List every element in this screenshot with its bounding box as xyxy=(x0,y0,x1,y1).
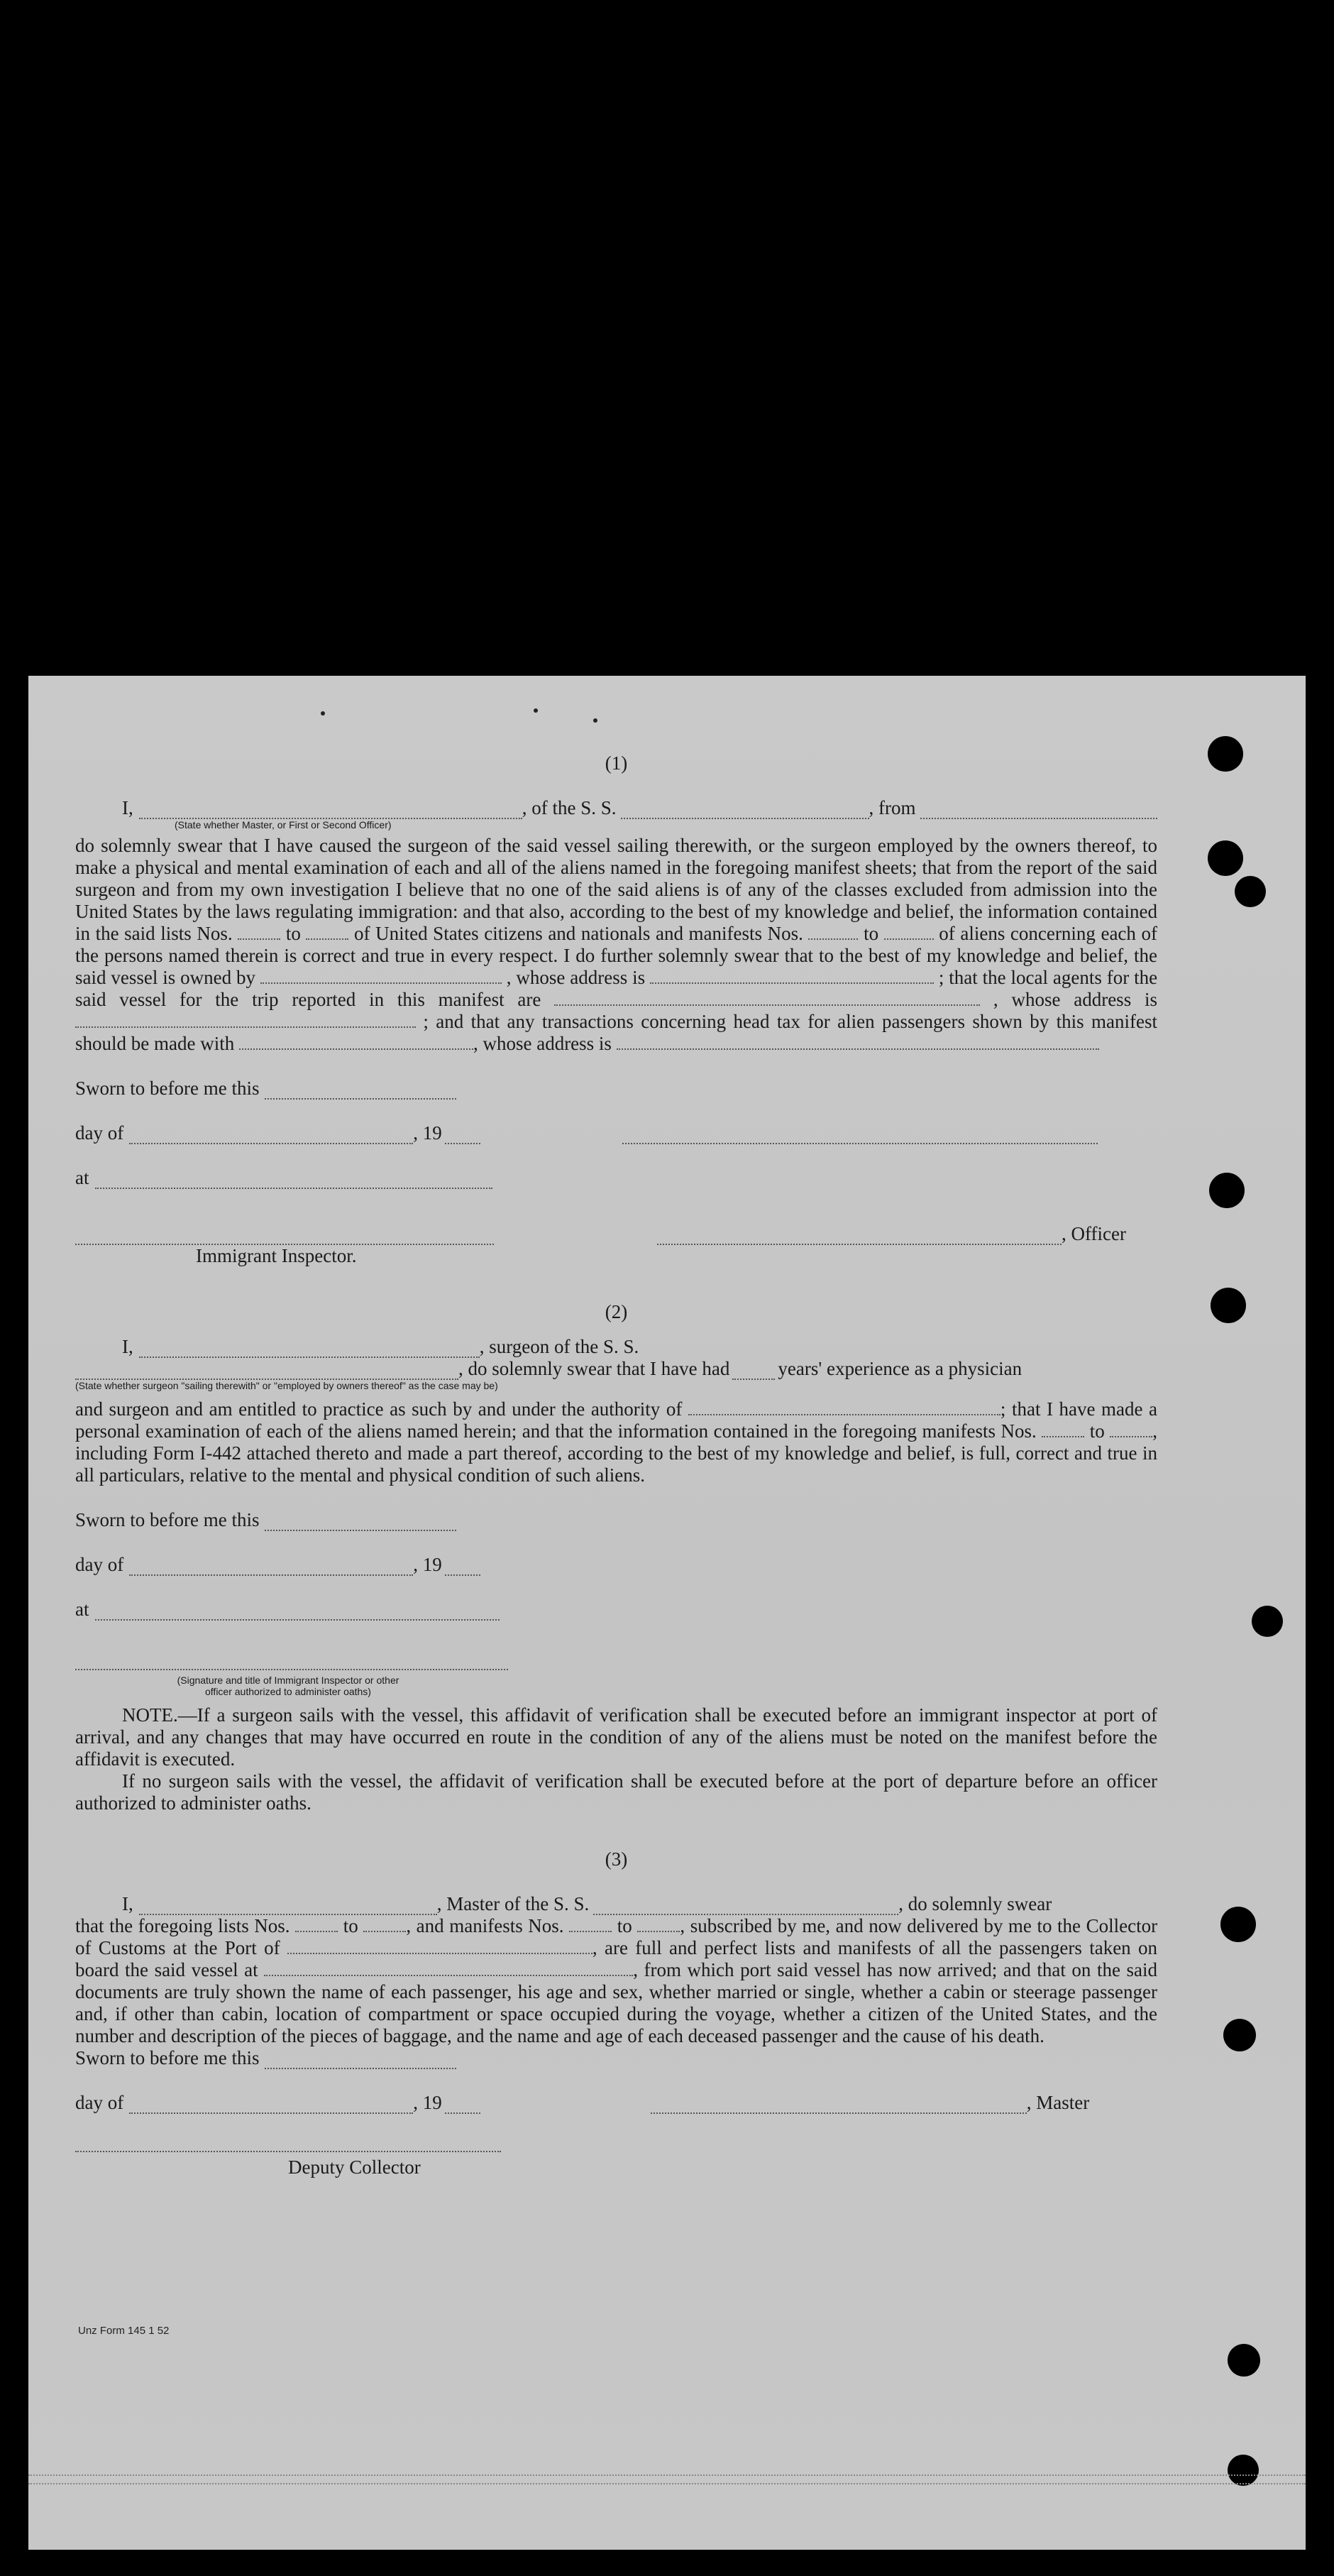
section-2-day xyxy=(75,1554,1157,1576)
master-text-c: , subscribed by me, and now delivered by me to the Collector of Customs at the Port of xyxy=(75,1915,1158,1958)
oath-text-c: of aliens concerning each of the persons named therein is correct and true in every respect. I do further solemnly swear that to the best of my knowledge and belief, the said vessel is owned by xyxy=(75,923,1157,988)
years-label: years' experience as a physician xyxy=(778,1358,1022,1379)
section-2-line1 xyxy=(75,1336,1157,1358)
master-swear-label: , do solemnly swear xyxy=(898,1893,1052,1914)
surgeon-of-label: , surgeon of the S. S. xyxy=(479,1336,639,1357)
pronoun-i: I, xyxy=(122,1336,133,1357)
note-1: NOTE.—If a surgeon sails with the vessel, this affidavit of verification shall be executed before an immigrant inspector at port of arrival, and any changes that may have occurred en route in the condition of any of the aliens must be noted on the manifest before the affidavit is executed. xyxy=(75,1704,1157,1770)
collector-signature-field[interactable] xyxy=(75,2137,501,2152)
master-text-e: , from which port said vessel has now arrived; and that on the said documents are truly shown the name of each passenger, his age and sex, whether married or single, whether a cabin or steerage passenger and, if other than cabin, location of compartment or space occupied during the voyage, whether a citizen of the United States, and the number and description of the pieces of baggage, and the name and age of each deceased passenger and the cause of his death. xyxy=(75,1959,1157,2046)
master-text-d: , are full and perfect lists and manifests of all the passengers taken on board the said vessel at xyxy=(75,1937,1158,1980)
speck xyxy=(321,711,325,716)
years-field[interactable] xyxy=(732,1364,775,1380)
manifests-to-field[interactable] xyxy=(884,924,934,940)
sworn-label: Sworn to before me this xyxy=(75,1078,260,1099)
oath-text-i: whose address is xyxy=(483,1033,612,1054)
bottom-edge-perforation xyxy=(28,2474,1306,2484)
punch-hole xyxy=(1252,1606,1283,1637)
embark-port-field[interactable] xyxy=(264,1961,633,1976)
year-field[interactable] xyxy=(445,1560,480,1576)
month-field[interactable] xyxy=(129,1560,413,1576)
surgeon-semicolon: ; xyxy=(1000,1398,1006,1420)
head-tax-address-field[interactable] xyxy=(617,1034,1099,1050)
at-label: at xyxy=(75,1167,89,1188)
day-of-label: day of xyxy=(75,2092,124,2113)
master-text-b: , and manifests Nos. xyxy=(406,1915,564,1936)
surgeon-manifests-from-field[interactable] xyxy=(1042,1422,1084,1437)
inspector-label: Immigrant Inspector. xyxy=(196,1245,357,1266)
inspector-signature-field[interactable] xyxy=(75,1229,494,1245)
section-1-oath xyxy=(75,835,1157,1055)
year-label: , 19 xyxy=(413,1554,442,1575)
vessel-name-field[interactable] xyxy=(621,804,869,819)
year-field[interactable] xyxy=(445,2098,480,2114)
from-port-field[interactable] xyxy=(920,804,1158,819)
surgeon-manifests-to-field[interactable] xyxy=(1110,1422,1152,1437)
form-number: Unz Form 145 1 52 xyxy=(78,2325,170,2337)
officer-signature-field[interactable] xyxy=(622,1129,1098,1144)
section-2-line2 xyxy=(75,1358,1157,1380)
manifests-from-field[interactable] xyxy=(808,924,858,940)
speck xyxy=(593,718,597,723)
surgeon-text-b: that I have made a personal examination of each of the aliens named herein; and that the information contained in the foregoing manifests Nos. xyxy=(75,1398,1158,1442)
section-3-number: (3) xyxy=(605,1848,628,1870)
surgeon-text-a: and surgeon and am entitled to practice as such by and under the authority of xyxy=(75,1398,683,1420)
section-3-line1 xyxy=(75,1893,1157,1915)
head-tax-party-field[interactable] xyxy=(239,1034,473,1050)
section-3-day xyxy=(75,2092,1157,2114)
punch-hole xyxy=(1220,1907,1256,1942)
master-of-label: , Master of the S. S. xyxy=(436,1893,590,1914)
surgeon-swear-label: , do solemnly swear that I have had xyxy=(458,1358,730,1379)
master-manifests-to-field[interactable] xyxy=(637,1917,680,1932)
master-name-field[interactable] xyxy=(139,1900,437,1915)
oath-to-1: to xyxy=(285,923,301,944)
oath-text-a: do solemnly swear that I have caused the surgeon of the said vessel sailing therewith, or the surgeon employed by the owners thereof, to make a physical and mental examination of each and all of the aliens named in the foregoing manifest sheets; that from the report of the said surgeon and from my own investigation I believe that no one of the said aliens is of any of the classes excluded from admission into the United States by the laws regulating immigration: and that also, according to the best of my knowledge and belief, the information contained in the said lists Nos. xyxy=(75,835,1157,944)
officer-rank-field[interactable] xyxy=(139,804,522,819)
punch-hole xyxy=(1223,2019,1256,2051)
punch-hole xyxy=(1211,1288,1246,1323)
month-field[interactable] xyxy=(129,1129,413,1144)
master-lists-from-field[interactable] xyxy=(295,1917,338,1932)
section-1-number: (1) xyxy=(605,752,628,774)
pronoun-i: I, xyxy=(122,797,133,818)
rank-hint: (State whether Master, or First or Second Officer) xyxy=(175,819,392,831)
section-2-sworn xyxy=(75,1509,1157,1531)
master-label: , Master xyxy=(1026,2092,1090,2113)
section-2-oath xyxy=(75,1398,1157,1486)
authority-field[interactable] xyxy=(688,1400,1000,1415)
punch-hole xyxy=(1209,1173,1245,1208)
section-3-oath xyxy=(75,1915,1157,2047)
officer-title-field[interactable] xyxy=(657,1229,1062,1245)
sworn-label: Sworn to before me this xyxy=(75,2047,260,2068)
signature-hint xyxy=(89,1675,487,1697)
master-lists-to-field[interactable] xyxy=(363,1917,406,1932)
section-1-line1 xyxy=(75,797,1157,819)
owner-address-field[interactable] xyxy=(650,968,934,984)
owner-field[interactable] xyxy=(260,968,502,984)
place-field[interactable] xyxy=(95,1605,500,1621)
form-sheet xyxy=(28,676,1306,2550)
sworn-day-field[interactable] xyxy=(265,1516,456,1531)
speck xyxy=(534,708,538,713)
surgeon-hint: (State whether surgeon "sailing therewith" or "employed by owners thereof" as the case may be) xyxy=(75,1380,498,1391)
section-2-number: (2) xyxy=(605,1301,628,1322)
pronoun-i: I, xyxy=(122,1893,133,1914)
section-1-at xyxy=(75,1167,1157,1189)
sworn-day-field[interactable] xyxy=(265,1084,456,1100)
section-1-day xyxy=(75,1122,1157,1144)
collector-label: Deputy Collector xyxy=(288,2156,421,2178)
agents-field[interactable] xyxy=(554,990,980,1006)
day-of-label: day of xyxy=(75,1122,124,1144)
month-field[interactable] xyxy=(129,2098,413,2114)
year-label: , 19 xyxy=(413,2092,442,2113)
year-label: , 19 xyxy=(413,1122,442,1144)
sworn-day-field[interactable] xyxy=(265,2054,456,2069)
at-label: at xyxy=(75,1599,89,1620)
oath-text-f: , whose address is xyxy=(993,989,1157,1010)
surgeon-text-c: , including Form I-442 attached thereto and made a part thereof, according to the best of my knowledge and belief, is full, correct and true in all particulars, relative to the mental and physical condition of such aliens. xyxy=(75,1420,1158,1486)
master-signature-field[interactable] xyxy=(651,2098,1027,2114)
punch-hole xyxy=(1208,736,1243,772)
agents-address-field[interactable] xyxy=(75,1012,416,1028)
form-body xyxy=(75,752,1157,2178)
surgeon-name-field[interactable] xyxy=(139,1342,480,1358)
oath-text-d: , whose address is xyxy=(506,967,646,988)
master-text-a: that the foregoing lists Nos. xyxy=(75,1915,290,1936)
lists-from-field[interactable] xyxy=(238,924,280,940)
signature-hint-2: officer authorized to administer oaths) xyxy=(205,1686,371,1697)
punch-hole xyxy=(1228,2344,1260,2377)
place-field[interactable] xyxy=(95,1173,492,1189)
note-2: If no surgeon sails with the vessel, the affidavit of verification shall be executed before at the port of departure before an officer authorized to administer oaths. xyxy=(75,1770,1157,1814)
oath-to-2: to xyxy=(864,923,879,944)
lists-to-field[interactable] xyxy=(306,924,348,940)
master-to-1: to xyxy=(343,1915,358,1936)
officer-label: , Officer xyxy=(1062,1223,1126,1244)
of-ss-label: , of the S. S. xyxy=(522,797,617,818)
surgeon-to: to xyxy=(1089,1420,1105,1442)
port-field[interactable] xyxy=(287,1939,592,1954)
day-of-label: day of xyxy=(75,1554,124,1575)
from-label: , from xyxy=(869,797,916,818)
punch-hole xyxy=(1235,876,1266,907)
section-1-sworn xyxy=(75,1078,1157,1100)
signature-field[interactable] xyxy=(75,1655,508,1670)
punch-hole xyxy=(1208,840,1243,876)
oath-text-b: of United States citizens and nationals and manifests Nos. xyxy=(354,923,803,944)
section-1-signatures xyxy=(75,1223,1157,1245)
master-to-2: to xyxy=(617,1915,632,1936)
oath-comma: , xyxy=(473,1033,478,1054)
master-vessel-field[interactable] xyxy=(593,1900,898,1915)
sworn-label: Sworn to before me this xyxy=(75,1509,260,1530)
signature-hint-1: (Signature and title of Immigrant Inspector or other xyxy=(177,1675,399,1686)
surgeon-status-field[interactable] xyxy=(75,1364,458,1380)
oath-text-g: ; and that any transactions concerning head tax for alien passengers shown by this manifest should be made with xyxy=(75,1011,1157,1054)
section-3-sworn xyxy=(75,2047,1157,2069)
oath-text-e: ; that the local agents for the said vessel for the trip reported in this manifest are xyxy=(75,967,1158,1010)
master-manifests-from-field[interactable] xyxy=(569,1917,612,1932)
section-2-at xyxy=(75,1599,1157,1621)
year-field[interactable] xyxy=(445,1129,480,1144)
